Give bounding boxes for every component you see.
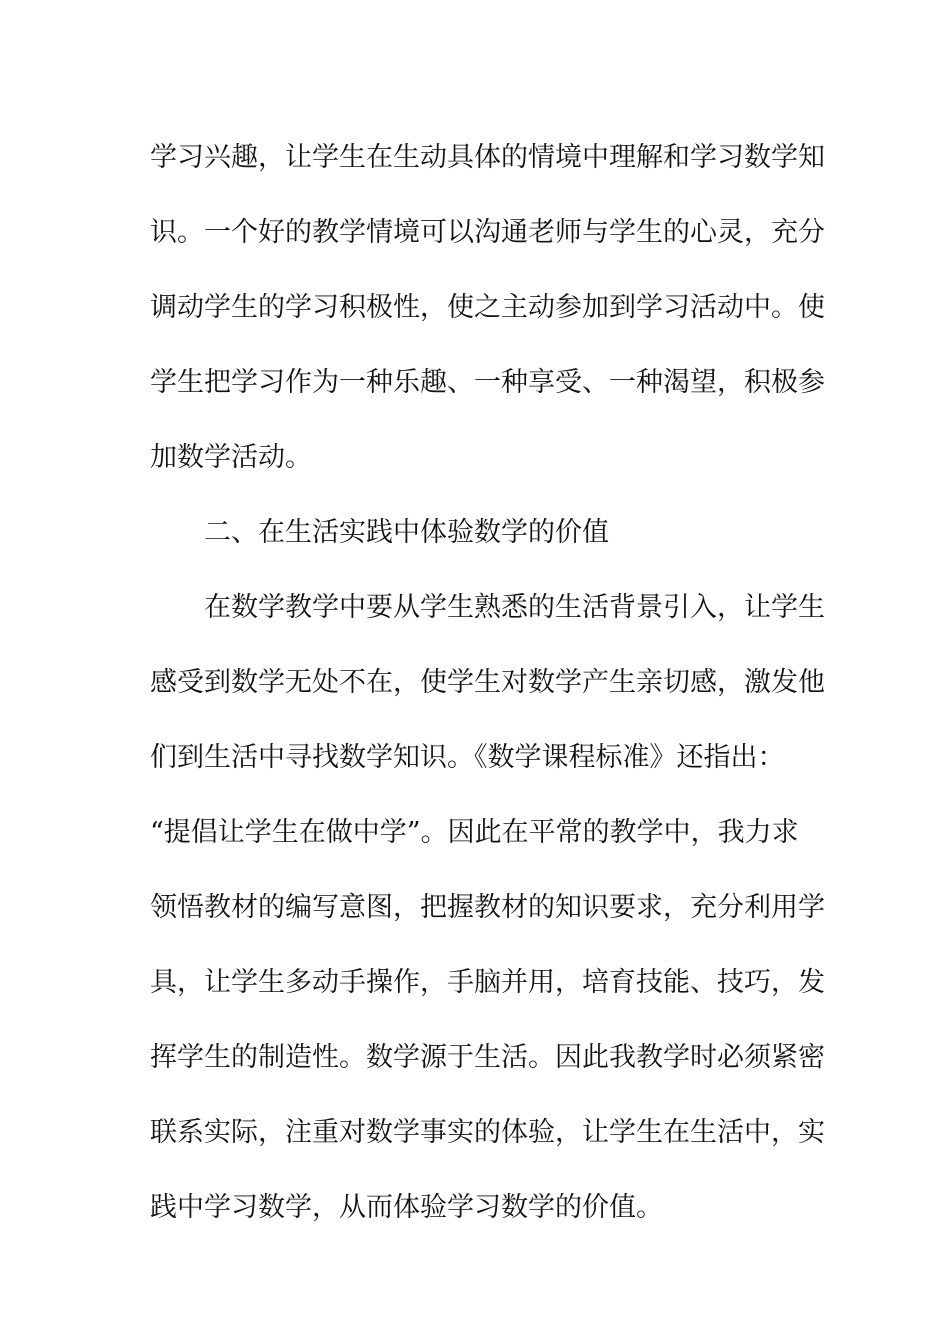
text-line: 感受到数学无处不在，使学生对数学产生亲切感，激发他 — [150, 667, 825, 698]
text-line: 在数学教学中要从学生熟悉的生活背景引入，让学生 — [204, 592, 825, 623]
text-line: “提倡让学生在做中学”。因此在平常的教学中，我力求 — [150, 817, 799, 848]
text-line: 学生把学习作为一种乐趣、一种享受、一种渴望，积极参 — [150, 367, 825, 398]
text-line: 识。一个好的教学情境可以沟通老师与学生的心灵，充分 — [150, 217, 825, 248]
text-line: 具，让学生多动手操作，手脑并用，培育技能、技巧，发 — [150, 967, 825, 998]
text-line: 领悟教材的编写意图，把握教材的知识要求，充分利用学 — [150, 892, 825, 923]
text-line: 加数学活动。 — [150, 442, 312, 473]
text-line: 调动学生的学习积极性，使之主动参加到学习活动中。使 — [150, 292, 825, 323]
text-line: 学习兴趣，让学生在生动具体的情境中理解和学习数学知 — [150, 142, 825, 173]
text-line: 挥学生的制造性。数学源于生活。因此我教学时必须紧密 — [150, 1042, 825, 1073]
text-line: 联系实际，注重对数学事实的体验，让学生在生活中，实 — [150, 1117, 825, 1148]
text-line: 践中学习数学，从而体验学习数学的价值。 — [150, 1192, 663, 1223]
document-body — [150, 120, 825, 1245]
section-heading: 二、在生活实践中体验数学的价值 — [204, 517, 609, 548]
text-line: 们到生活中寻找数学知识。《数学课程标准》还指出： — [150, 742, 785, 773]
